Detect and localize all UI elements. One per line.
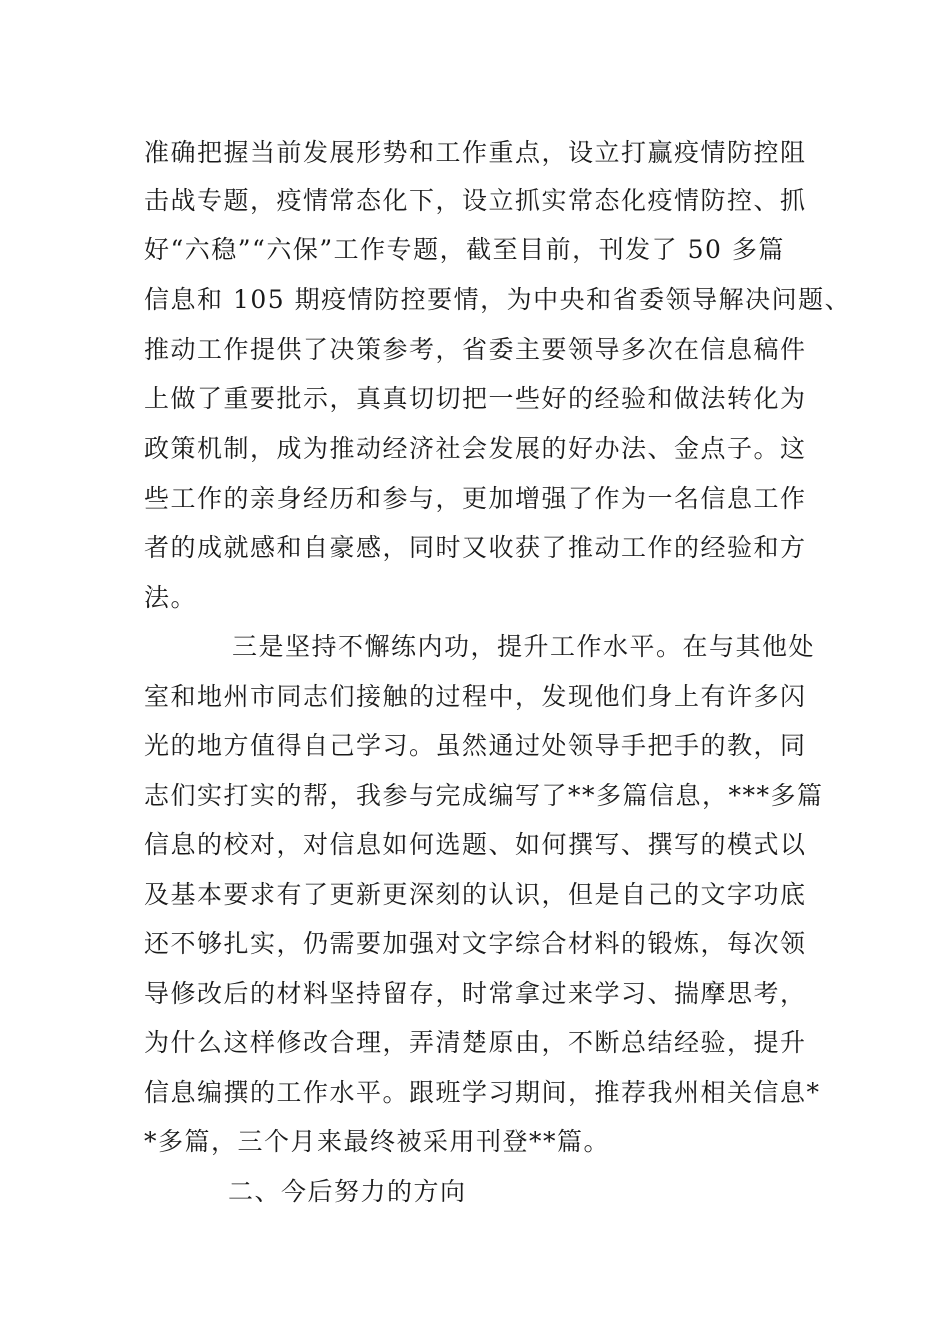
paragraph-line: 信息和 105 期疫情防控要情，为中央和省委领导解决问题、: [144, 285, 852, 314]
paragraph-line: 为什么这样修改合理，弄清楚原由，不断总结经验，提升: [144, 1028, 807, 1057]
paragraph-line: 信息编撰的工作水平。跟班学习期间，推荐我州相关信息*: [144, 1078, 821, 1107]
paragraph-line: 者的成就感和自豪感，同时又收获了推动工作的经验和方: [144, 533, 807, 562]
paragraph-line: 好“六稳”“六保”工作专题，截至目前，刊发了 50 多篇: [144, 235, 785, 264]
paragraph-line: 些工作的亲身经历和参与，更加增强了作为一名信息工作: [144, 484, 807, 513]
paragraph-line: 推动工作提供了决策参考，省委主要领导多次在信息稿件: [144, 335, 807, 364]
paragraph-line: 导修改后的材料坚持留存，时常拿过来学习、揣摩思考，: [144, 979, 807, 1008]
paragraph-line: 还不够扎实，仍需要加强对文字综合材料的锻炼，每次领: [144, 929, 807, 958]
paragraph-line: 及基本要求有了更新更深刻的认识，但是自己的文字功底: [144, 880, 807, 909]
paragraph-line: 政策机制，成为推动经济社会发展的好办法、金点子。这: [144, 434, 807, 463]
paragraph-line: *多篇，三个月来最终被采用刊登**篇。: [144, 1127, 611, 1156]
paragraph-line: 三是坚持不懈练内功，提升工作水平。在与其他处: [232, 632, 816, 661]
paragraph-line: 信息的校对，对信息如何选题、如何撰写、撰写的模式以: [144, 830, 807, 859]
paragraph-line: 室和地州市同志们接触的过程中，发现他们身上有许多闪: [144, 682, 807, 711]
paragraph-line: 志们实打实的帮，我参与完成编写了**多篇信息，***多篇: [144, 781, 824, 810]
paragraph-line: 上做了重要批示，真真切切把一些好的经验和做法转化为: [144, 384, 807, 413]
section-heading: 二、今后努力的方向: [228, 1177, 467, 1206]
paragraph-line: 准确把握当前发展形势和工作重点，设立打赢疫情防控阻: [144, 138, 807, 167]
paragraph-line: 法。: [144, 583, 198, 612]
paragraph-line: 击战专题，疫情常态化下，设立抓实常态化疫情防控、抓: [144, 186, 807, 215]
paragraph-line: 光的地方值得自己学习。虽然通过处领导手把手的教，同: [144, 731, 807, 760]
